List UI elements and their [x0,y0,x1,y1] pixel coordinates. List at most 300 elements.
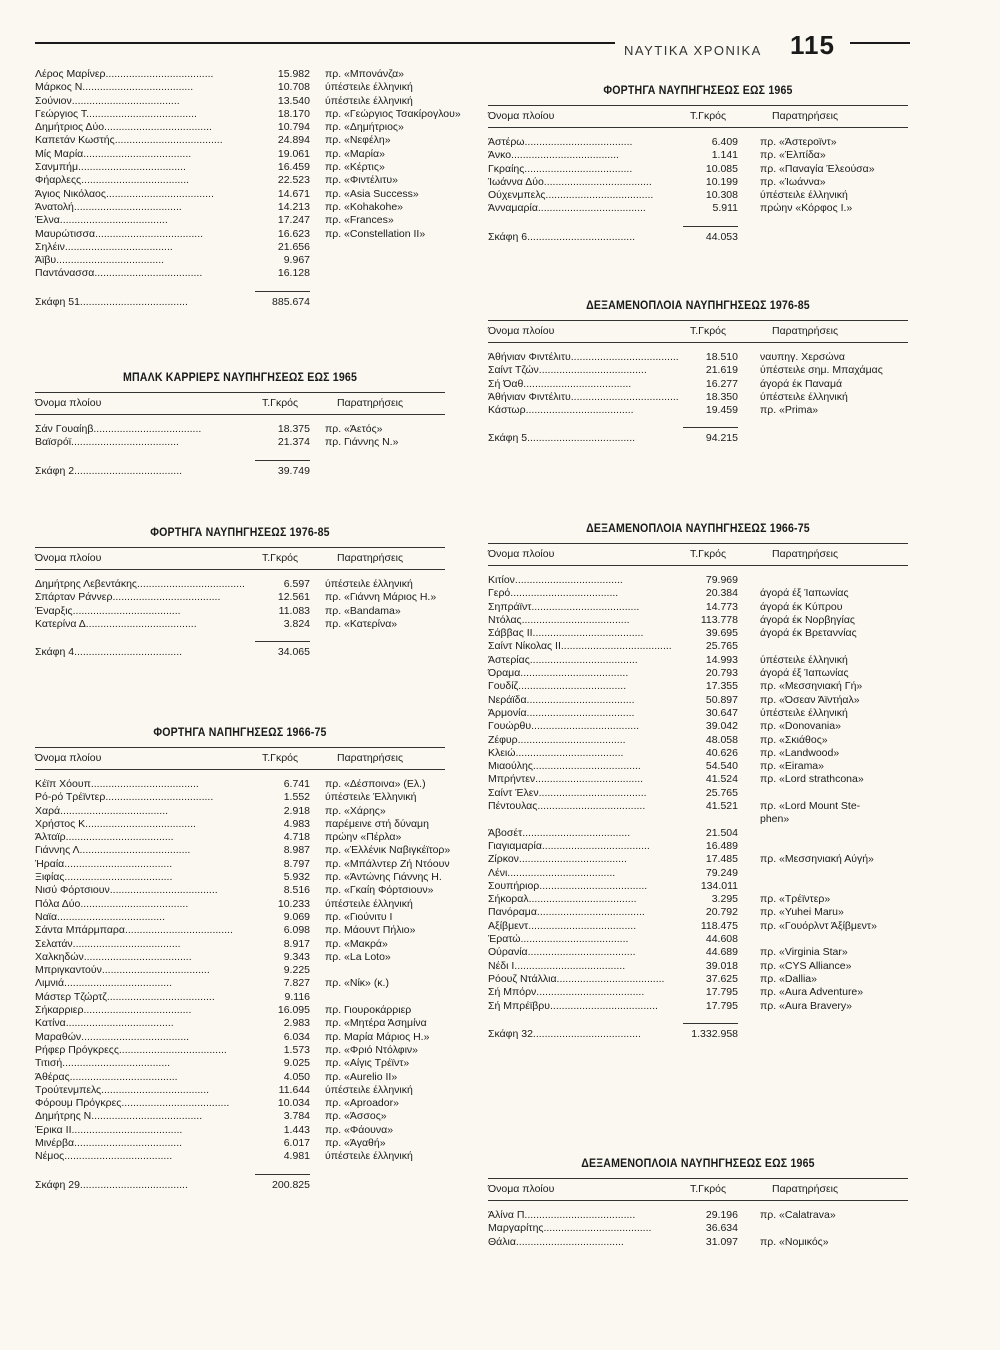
ship-name: Κιτίον..................................... [488,574,623,586]
gross-tonnage: 1.443 [283,1123,310,1136]
table-row [35,898,445,911]
total-tonnage: 885.674 [272,295,310,308]
ship-name: Νισύ Φόρτσιουν..................................... [35,884,218,897]
table-row [35,267,455,280]
gross-tonnage: 10.708 [277,81,310,94]
table-row [488,800,908,813]
remarks: άγορά έκ Νορβηγίας [760,613,855,626]
ship-name: Σπάρταν Ράννερ..................................... [35,591,221,604]
remarks: πρ. «Δέσποινα» (Ελ.) [325,778,426,790]
ship-name: Άθήνιαν Φιντέλιτυ..................................... [488,390,679,403]
table-row [488,1222,908,1235]
ship-name: Μαραθών..................................... [35,1030,190,1043]
ship-name: Σελατάν..................................... [35,937,181,950]
ship-name: Ούρανία..................................... [488,946,636,959]
gross-tonnage: 3.784 [283,1110,310,1123]
ship-name: Σή Μπρέϊβρυ..................................... [488,999,658,1012]
gross-tonnage: 6.741 [283,778,310,790]
header-top-rule [35,747,445,748]
gross-tonnage: 4.981 [283,1150,310,1163]
total-label: Σκάφη 29..................................... [35,1178,188,1191]
section-table [488,1170,908,1249]
remarks: πρ. «Aura Adventure» [760,986,864,999]
remarks: πρ. «Φριό Ντόλφιν» [325,1043,418,1056]
remarks: πρ. «Aurelio II» [325,1070,398,1083]
ship-name: Σούνιον..................................... [35,94,180,107]
header-rule-left [35,42,615,44]
header-top-rule [488,320,908,321]
ship-name: Άστερίας..................................... [488,653,638,666]
spacer [488,417,908,427]
table-row [35,188,455,201]
table-row [488,1000,908,1013]
ship-name: Ούχενμπελς..................................... [488,189,654,202]
total-rule [255,641,310,642]
total-tonnage: 34.065 [277,646,310,659]
column-header-notes: Παρατηρήσεις [772,548,839,560]
remarks: phen» [760,813,790,826]
ship-name: Σηπράϊντ..................................... [488,600,640,613]
table-row [35,201,455,214]
remarks: πρ. «Lord Mount Ste- [760,800,861,813]
gross-tonnage: 6.409 [711,136,738,148]
gross-tonnage: 134.011 [700,879,738,892]
total-label: Σκάφη 4..................................... [35,646,183,659]
table-row [35,871,445,884]
table-row [488,176,908,189]
total-rule [255,460,310,461]
ship-name: Κατερίνα Δ...................................... [35,617,197,630]
table-row [488,973,908,986]
table-row [35,1071,445,1084]
section-cargo-1966-75 [35,727,451,1192]
magazine-title: ΝΑΥΤΙΚΑ ΧΡΟΝΙΚΑ [624,43,762,58]
table-row [35,174,455,187]
table-row [35,977,445,990]
ship-name: Χαλκηδών..................................... [35,950,192,963]
spacer [35,631,445,641]
section-table [35,384,445,478]
ship-name: Φήαρλεςς..................................... [35,174,190,187]
gross-tonnage: 10.233 [277,897,310,910]
table-row [488,707,908,720]
spacer [35,539,445,547]
remarks: πρ. «Μακρά» [325,937,388,950]
remarks: πρ. «Χάρης» [325,804,386,817]
table-row [488,787,908,800]
header-top-rule [35,392,445,393]
remarks: πρώην «Κόρφος Ι.» [760,202,853,215]
header-rule-right [850,42,910,44]
table-row [488,189,908,202]
remarks: πρ. «Άετός» [325,423,383,435]
table-row [488,364,908,377]
gross-tonnage: 79.969 [705,574,738,586]
gross-tonnage: 17.795 [705,999,738,1012]
remarks: πρ. «Μεσσηνιακή Γή» [760,680,863,693]
spacer [488,566,908,574]
total-tonnage: 1.332.958 [691,1027,738,1040]
remarks: πρ. «Bandama» [325,604,401,617]
gross-tonnage: 54.540 [705,760,738,773]
table-row [488,680,908,693]
gross-tonnage: 113.778 [700,613,738,626]
table-row [488,853,908,866]
gross-tonnage: 11.083 [278,604,310,617]
ship-name: Ναϊα..................................... [35,910,165,923]
gross-tonnage: 16.489 [705,839,738,852]
gross-tonnage: 10.034 [277,1097,310,1110]
table-row [35,591,445,604]
remarks: πρ. «Calatrava» [760,1209,836,1221]
column-header-notes: Παρατηρήσεις [337,752,404,764]
remarks: πρ. «Μαρία» [325,147,385,160]
ship-name: Σαίντ Έλεν..................................... [488,786,647,799]
ship-name: Άνναμαρία..................................... [488,202,646,215]
ship-name: Άθέρας..................................... [35,1070,178,1083]
total-rule [683,1023,738,1024]
remarks: πρ. «Landwood» [760,746,840,759]
ship-name: Πέντουλας..................................... [488,800,646,813]
gross-tonnage: 10.308 [705,189,738,202]
ship-name: Μίς Μαρία..................................... [35,147,192,160]
table-row [35,951,445,964]
column-headers [488,110,908,124]
column-headers [35,397,445,411]
ship-name: Ζέφυρ..................................... [488,733,626,746]
spacer [35,570,445,578]
gross-tonnage: 9.225 [283,964,310,977]
gross-tonnage: 16.128 [277,267,310,280]
ship-name: Αξίβμεντ..................................... [488,919,637,932]
ship-name: Ξιφίας..................................... [35,871,173,884]
ship-name: Λέρος Μαρίνερ..................................... [35,68,214,80]
column-headers [488,1183,908,1197]
ship-name: Σαίντ Τζών..................................... [488,364,647,377]
spacer [35,384,445,392]
remarks: πρ. «Κέρτις» [325,161,385,174]
gross-tonnage: 9.967 [283,254,310,267]
remarks: πρ. Γιάννης Ν.» [325,436,399,449]
ship-name: Σήκαρριερ..................................... [35,1004,192,1017]
remarks: άγορά έκ Κύπρου [760,600,843,613]
gross-tonnage: 2.918 [283,804,310,817]
gross-tonnage: 9.116 [284,990,310,1003]
gross-tonnage: 31.097 [705,1235,738,1248]
ship-name: Σηλέιν..................................... [35,240,173,253]
table-row [488,587,908,600]
total-tonnage: 39.749 [277,464,310,477]
table-row [488,378,908,391]
table-row [35,791,445,804]
spacer [35,770,445,778]
column-header-name: Όνομα πλοίου [35,552,102,564]
gross-tonnage: 14.773 [705,600,738,613]
spacer [488,1201,908,1209]
table-row [488,391,908,404]
table-row [488,960,908,973]
table-row [35,148,455,161]
ship-name: Σή Όαθ..................................... [488,377,632,390]
ship-name: Δημήτρης Ν...................................... [35,1110,203,1123]
table-row [488,202,908,215]
spacer [488,97,908,105]
table-row [488,773,908,786]
gross-tonnage: 6.098 [283,924,310,937]
gross-tonnage: 8.987 [283,844,310,857]
table-row [35,1097,445,1110]
ship-name: Μαυρώτισσα..................................... [35,227,204,240]
gross-tonnage: 2.983 [283,1017,310,1030]
table-row [488,1236,908,1249]
gross-tonnage: 39.695 [705,627,738,640]
gross-tonnage: 41.521 [705,800,738,813]
column-header-name: Όνομα πλοίου [488,548,555,560]
remarks: πρ. «Κατερίνα» [325,617,398,630]
column-header-tonnage: Τ.Γκρός [690,548,727,560]
table-row [35,1137,445,1150]
spacer [35,281,455,291]
table-row [488,734,908,747]
gross-tonnage: 1.141 [711,149,738,162]
ship-name: Άνατολή..................................... [35,200,182,213]
table-row [488,667,908,680]
gross-tonnage: 18.350 [705,390,738,403]
remarks: πρ. «Γιούνιτυ Ι [325,910,393,923]
gross-tonnage: 29.196 [705,1209,738,1221]
section-title: ΦΟΡΤΗΓΑ ΝΑΥΠΗΓΗΣΕΩΣ ΕΩΣ 1965 [603,85,793,97]
gross-tonnage: 13.540 [277,94,310,107]
remarks: ύπέστειλε έλληνική [325,81,413,94]
total-label: Σκάφη 5..................................... [488,432,636,445]
ship-name: Λιμνιά..................................... [35,977,172,990]
remarks: ύπέστειλε έλληνική [325,578,413,590]
column-header-name: Όνομα πλοίου [488,1183,555,1195]
total-row [35,1179,445,1192]
gross-tonnage: 79.249 [705,866,738,879]
ship-name: Άρμονία..................................... [488,706,635,719]
remarks: πρ. «Άστεροϊντ» [760,136,837,148]
section-table [488,97,908,244]
table-row [35,578,445,591]
table-row [35,161,455,174]
remarks: πρ. «Μητέρα Άσημίνα [325,1017,427,1030]
remarks: πρ. «Frances» [325,214,394,227]
ship-name: Τιτισή..................................... [35,1057,171,1070]
table-row [488,614,908,627]
gross-tonnage: 3.824 [283,617,310,630]
remarks: άγορά έκ Βρετανvίας [760,627,857,640]
top-list-table [35,68,461,309]
ship-name: Παντάνασσα..................................... [35,267,203,280]
section-title: ΔΕΞΑΜΕΝΟΠΛΟΙΑ ΝΑΥΠΗΓΗΣΕΩΣ ΕΩΣ 1965 [581,1158,815,1170]
ship-name: Γερό..................................... [488,587,619,600]
column-headers [35,752,445,766]
ship-name: Μινέρβα..................................... [35,1137,183,1150]
remarks: ύπέστειλε έλληνική [325,1150,413,1163]
table-row [488,601,908,614]
table-row [35,618,445,631]
table-row [488,720,908,733]
table-row [488,760,908,773]
ship-name: Σάν Γουαίηβ..................................... [35,423,202,435]
column-header-name: Όνομα πλοίου [35,752,102,764]
gross-tonnage: 9.343 [283,950,310,963]
table-row [35,95,455,108]
ship-name: Δημήτριος Δύο..................................... [35,121,212,134]
gross-tonnage: 14.671 [277,187,310,200]
section-cargo-1976-85 [35,527,445,659]
gross-tonnage: 9.025 [283,1057,310,1070]
table-row [488,906,908,919]
section-title: ΦΟΡΤΗΓΑ ΝΑΠΗΓΗΣΕΩΣ 1966-75 [153,727,327,739]
total-rule [255,1174,310,1175]
ship-name: Δημήτρης Λεβεντάκης..................................... [35,578,245,590]
ship-name: Μπρήντεν..................................... [488,773,644,786]
gross-tonnage: 20.793 [705,667,738,680]
gross-tonnage: 17.795 [705,986,738,999]
table-row [35,964,445,977]
table-row [35,241,455,254]
remarks: άγορά έξ Ίαπωνίας [760,667,849,680]
remarks: πρ. «Ίωάννα» [760,175,826,188]
remarks: ύπέστειλε έλληνική [325,94,413,107]
ship-name: Σάββας ΙΙ...................................... [488,627,644,640]
total-rule [683,226,738,227]
gross-tonnage: 44.689 [705,946,738,959]
column-header-tonnage: Τ.Γκρός [262,552,299,564]
table-row [35,1110,445,1123]
remarks: ύπέστειλε έλληνική [325,1083,413,1096]
ship-name: Μάστερ Τζώρτζ..................................... [35,990,215,1003]
ship-name: Σάντα Μπάρμπαρα..................................... [35,924,233,937]
table-row [488,813,908,826]
ship-name: Θάλια..................................... [488,1235,624,1248]
ship-name: Άλίνα Π...................................... [488,1209,636,1221]
gross-tonnage: 17.355 [705,680,738,693]
gross-tonnage: 40.626 [705,746,738,759]
remarks: ύπέστειλε έλληνική [760,653,848,666]
gross-tonnage: 22.523 [277,174,310,187]
header-top-rule [488,543,908,544]
gross-tonnage: 14.993 [705,653,738,666]
ship-name: Κέϊπ Χόουπ..................................... [35,778,199,790]
gross-tonnage: 21.374 [277,436,310,449]
column-headers [488,325,908,339]
remarks: πρ. «Aura Bravery» [760,999,853,1012]
spacer [488,1013,908,1023]
ship-name: Γουδίζ..................................... [488,680,627,693]
remarks: πρ. «Μπονάνζα» [325,68,404,80]
column-header-tonnage: Τ.Γκρός [690,110,727,122]
ship-name: Σήκοραλ..................................... [488,893,637,906]
remarks: πρ. «Γεώργιος Τσακίρογλου» [325,107,461,120]
column-header-tonnage: Τ.Γκρός [690,1183,727,1195]
table-row [488,149,908,162]
table-row [488,351,908,364]
remarks: πρ. «Lord strathcona» [760,773,864,786]
remarks: πρ. «Μπάλντερ Ζή Ντόουν [325,857,450,870]
column-headers [35,552,445,566]
total-label: Σκάφη 32..................................... [488,1027,641,1040]
table-row [35,805,445,818]
total-rule [683,427,738,428]
table-row [35,778,445,791]
page-number: 115 [790,30,835,60]
ship-name: Ντόλας..................................... [488,613,630,626]
remarks: πρ. «Άντώνης Γιάννης Η. [325,871,442,884]
remarks: πρ. «Constellation II» [325,227,426,240]
table-row [488,893,908,906]
gross-tonnage: 21.619 [705,364,738,377]
spacer [35,1164,445,1174]
remarks: πρ. «Όσεαν Άϊντήαλ» [760,693,860,706]
gross-tonnage: 1.573 [283,1043,310,1056]
gross-tonnage: 19.459 [705,404,738,417]
table-row [35,857,450,871]
remarks: πρ. «Δημήτριος» [325,121,404,134]
ship-name: Μπριγκαντούν..................................... [35,964,210,977]
remarks: πρ. «Φάουνα» [325,1123,394,1136]
table-row [35,68,455,81]
table-row [488,827,908,840]
gross-tonnage: 20.384 [705,587,738,600]
column-headers [488,548,908,562]
section-tankers-1966-75 [488,523,908,1041]
section-bulk-1965 [35,372,445,478]
table-row [35,1004,445,1017]
remarks: ύπέστειλε έλληνική [760,706,848,719]
total-label: Σκάφη 51..................................... [35,295,188,308]
remarks: πρ. «Yuhei Maru» [760,906,844,919]
table-row [488,920,908,933]
gross-tonnage: 8.516 [283,884,310,897]
ship-name: Σή Μπόρν..................................... [488,986,645,999]
gross-tonnage: 25.765 [705,786,738,799]
gross-tonnage: 16.277 [705,377,738,390]
gross-tonnage: 6.017 [283,1137,310,1150]
ship-name: Άγιος Νικόλαος..................................... [35,187,214,200]
gross-tonnage: 48.058 [705,733,738,746]
ship-name: Πόλα Δύο..................................... [35,897,189,910]
ship-name: Γκραίης..................................... [488,162,633,175]
remarks: ύπέστειλε έλληνική [760,189,848,202]
remarks: πρ. Μάουντ Πήλιο» [325,924,416,937]
ship-name: Σαίντ Νίκολας ΙΙ...................................... [488,640,672,653]
column-header-notes: Παρατηρήσεις [772,325,839,337]
gross-tonnage: 15.982 [277,68,310,80]
table-row [488,654,908,667]
table-row [488,136,908,149]
table-row [488,163,908,176]
gross-tonnage: 3.295 [711,893,738,906]
table-row [488,1209,908,1222]
table-row [35,938,445,951]
spacer [488,312,908,320]
ship-name: Γουώρθυ..................................... [488,720,640,733]
column-header-notes: Παρατηρήσεις [337,552,404,564]
gross-tonnage: 41.524 [705,773,738,786]
ship-name: Σανμπήμ..................................... [35,161,186,174]
ship-name: Άλταϊρ..................................... [35,831,174,844]
section-table [488,535,908,1041]
gross-tonnage: 36.634 [705,1222,738,1235]
gross-tonnage: 6.597 [283,578,310,590]
remarks: πρ. «Asia Success» [325,187,419,200]
table-row [35,436,445,449]
gross-tonnage: 1.552 [283,791,310,804]
ship-name: Γεώργιος Τ...................................... [35,107,197,120]
